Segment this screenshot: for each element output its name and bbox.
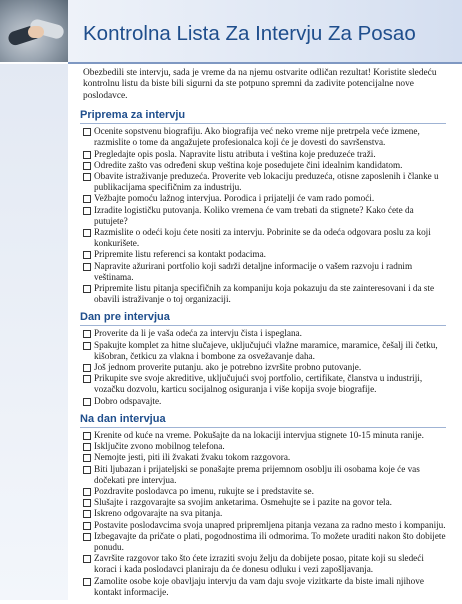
checkbox[interactable] <box>83 466 91 474</box>
checklist-item-text: Pozdravite poslodavca po imenu, rukujte se i predstavite se. <box>94 485 314 496</box>
checkbox[interactable] <box>83 555 91 563</box>
checkbox[interactable] <box>83 398 91 406</box>
checklist-item-text: Proverite da li je vaša odeća za intervju čista i ispeglana. <box>94 328 302 339</box>
checkbox[interactable] <box>83 454 91 462</box>
checklist-item <box>80 396 446 407</box>
checklist-item <box>80 441 446 452</box>
checkbox[interactable] <box>83 375 91 383</box>
checklist-item <box>80 249 446 260</box>
checkbox[interactable] <box>83 342 91 350</box>
checklist-item <box>80 328 446 339</box>
checklist-sections <box>80 109 446 598</box>
checklist-item <box>80 486 446 497</box>
checklist-item-text: Dobro odspavajte. <box>94 395 162 406</box>
checklist-item <box>80 508 446 519</box>
checklist-item <box>80 497 446 508</box>
checklist-item <box>80 531 446 553</box>
checklist <box>80 126 446 305</box>
section-divider <box>80 427 446 428</box>
checkbox[interactable] <box>83 263 91 271</box>
checkbox[interactable] <box>83 364 91 372</box>
checklist-item-text: Ocenite sopstvenu biografiju. Ako biografija već neko vreme nije pretrpela veće izmene, razmislite o tome da angažujete profesionalca koji će je dovesti do savršenstva. <box>94 126 420 148</box>
checklist-item-text: Obavite istraživanje preduzeća. Proverite veb lokaciju preduzeća, otisne zaposlenih i članke u publikacijama specifičnim za industriju. <box>94 171 439 193</box>
checklist-item <box>80 373 446 395</box>
intro-paragraph: Obezbedili ste intervju, sada je vreme da na njemu ostvarite odličan rezultat! Koristite sledeću kontrolnu listu da biste bili sigurni da ste potpuno spremni da zadivite potencijalne nove poslodavce. <box>83 68 437 101</box>
checklist-item <box>80 160 446 171</box>
checklist-item-text: Razmislite o odeći koju ćete nositi za intervju. Pobrinite se da odeća odgovara poslu za koji konkurišete. <box>94 227 431 249</box>
checkbox[interactable] <box>83 522 91 530</box>
checklist-item-text: Izradite logističku putovanja. Koliko vremena će vam trebati da stignete? Kako ćete da putujete? <box>94 204 414 226</box>
checklist-item <box>80 193 446 204</box>
checklist-item-text: Nemojte jesti, piti ili žvakati žvaku tokom razgovora. <box>94 452 291 463</box>
checklist <box>80 328 446 406</box>
checklist-item-text: Iskreno odgovarajte na sva pitanja. <box>94 508 223 519</box>
checkbox[interactable] <box>83 488 91 496</box>
checkbox[interactable] <box>83 251 91 259</box>
checklist-item <box>80 464 446 486</box>
document-body <box>80 68 446 604</box>
checklist-item <box>80 520 446 531</box>
checklist-item-text: Napravite ažurirani portfolio koji sadrži detaljne informacije o vašem razvoju i radnim veštinama. <box>94 260 413 282</box>
checkbox[interactable] <box>83 432 91 440</box>
checklist-item-text: Završite razgovor tako što ćete izraziti svoju želju da dobijete posao, pitate koji su sledeći koraci i kada poslodavci planiraju da će donesu odluku i vezi zapošljavanja. <box>94 553 424 575</box>
checklist-item <box>80 452 446 463</box>
checklist-item <box>80 205 446 227</box>
checklist-item <box>80 171 446 193</box>
checkbox[interactable] <box>83 499 91 507</box>
checklist-item <box>80 362 446 373</box>
checkbox[interactable] <box>83 330 91 338</box>
checklist-item-text: Pripremite listu pitanja specifičnih za kompaniju koja pokazuju da ste zainteresovani i da ste obavili istraživanje o toj organizaciji. <box>94 283 435 305</box>
checklist-item-text: Još jednom proverite putanju. ako je potrebno izvršite probno putovanje. <box>94 362 362 373</box>
checklist-item <box>80 553 446 575</box>
checkbox[interactable] <box>83 128 91 136</box>
checklist-item-text: Krenite od kuće na vreme. Pokušajte da na lokaciji intervjua stignete 10-15 minuta ranije. <box>94 429 424 440</box>
checklist-item-text: Postavite poslodavcima svoja unapred pripremljena pitanja vezana za radno mesto i kompaniju. <box>94 519 446 530</box>
checklist-item-text: Pripremite listu referenci sa kontakt podacima. <box>94 249 266 260</box>
checklist-item <box>80 227 446 249</box>
checkbox[interactable] <box>83 533 91 541</box>
checklist-item-text: Slušajte i razgovarajte sa svojim anketarima. Osmehujte se i pazite na govor tela. <box>94 497 392 508</box>
handshake-hands <box>28 26 44 38</box>
section-divider <box>80 123 446 124</box>
checklist-item-text: Zamolite osobe koje obavljaju intervju da vam daju svoje vizitkarte da biste imali njihove kontakt informacije. <box>94 575 424 597</box>
checklist <box>80 430 446 598</box>
header <box>0 0 462 62</box>
checklist-item <box>80 126 446 148</box>
checkbox[interactable] <box>83 207 91 215</box>
checkbox[interactable] <box>83 578 91 586</box>
checklist-item-text: Vežbajte pomoću lažnog intervjua. Porodica i prijatelji će vam rado pomoći. <box>94 193 375 204</box>
checkbox[interactable] <box>83 510 91 518</box>
checkbox[interactable] <box>83 162 91 170</box>
checkbox[interactable] <box>83 443 91 451</box>
checkbox[interactable] <box>83 285 91 293</box>
handshake-photo <box>0 0 68 62</box>
checklist-item <box>80 261 446 283</box>
checkbox[interactable] <box>83 173 91 181</box>
checklist-item-text: Spakujte komplet za hitne slučajeve, uključujući vlažne maramice, maramice, češalj ili četku, kišobran, četkicu za vlakna i bombone za osvežavanje daha. <box>94 339 438 361</box>
section-divider <box>80 325 446 326</box>
page-title: Kontrolna Lista Za Intervju Za Posao <box>83 22 416 45</box>
sidebar-decoration <box>0 64 68 600</box>
title-divider <box>68 62 462 64</box>
checklist-item-text: Pregledajte opis posla. Napravite listu atributa i veština koje preduzeće traži. <box>94 148 376 159</box>
checklist-item-text: Biti ljubazan i prijateljski se ponašajte prema prijemnom osoblju ili osobama koje će vas dočekati pre intervjua. <box>94 463 420 485</box>
checkbox[interactable] <box>83 229 91 237</box>
checklist-item <box>80 340 446 362</box>
checklist-item-text: Prikupite sve svoje akreditive, uključujući svoj portfolio, certifikate, članstva u industriji, vozačku dozvolu, karticu socijalnog osiguranja i više kopija svoje biografije. <box>94 373 423 395</box>
section-heading: Dan pre intervjua <box>80 311 170 324</box>
checklist-item <box>80 149 446 160</box>
checklist-item-text: Odredite zašto vas određeni skup veština koje posedujete čini idealnim kandidatom. <box>94 159 403 170</box>
checklist-item <box>80 283 446 305</box>
checklist-item <box>80 576 446 598</box>
checklist-item-text: Izbegavajte da pričate o plati, pogodnostima ili odmorima. To možete uraditi nakon što dobijete ponudu. <box>94 530 446 552</box>
checkbox[interactable] <box>83 195 91 203</box>
section-heading: Na dan intervjua <box>80 412 166 425</box>
checklist-item <box>80 430 446 441</box>
checkbox[interactable] <box>83 151 91 159</box>
section-heading: Priprema za intervju <box>80 109 186 122</box>
checklist-item-text: Isključite zvono mobilnog telefona. <box>94 441 225 452</box>
